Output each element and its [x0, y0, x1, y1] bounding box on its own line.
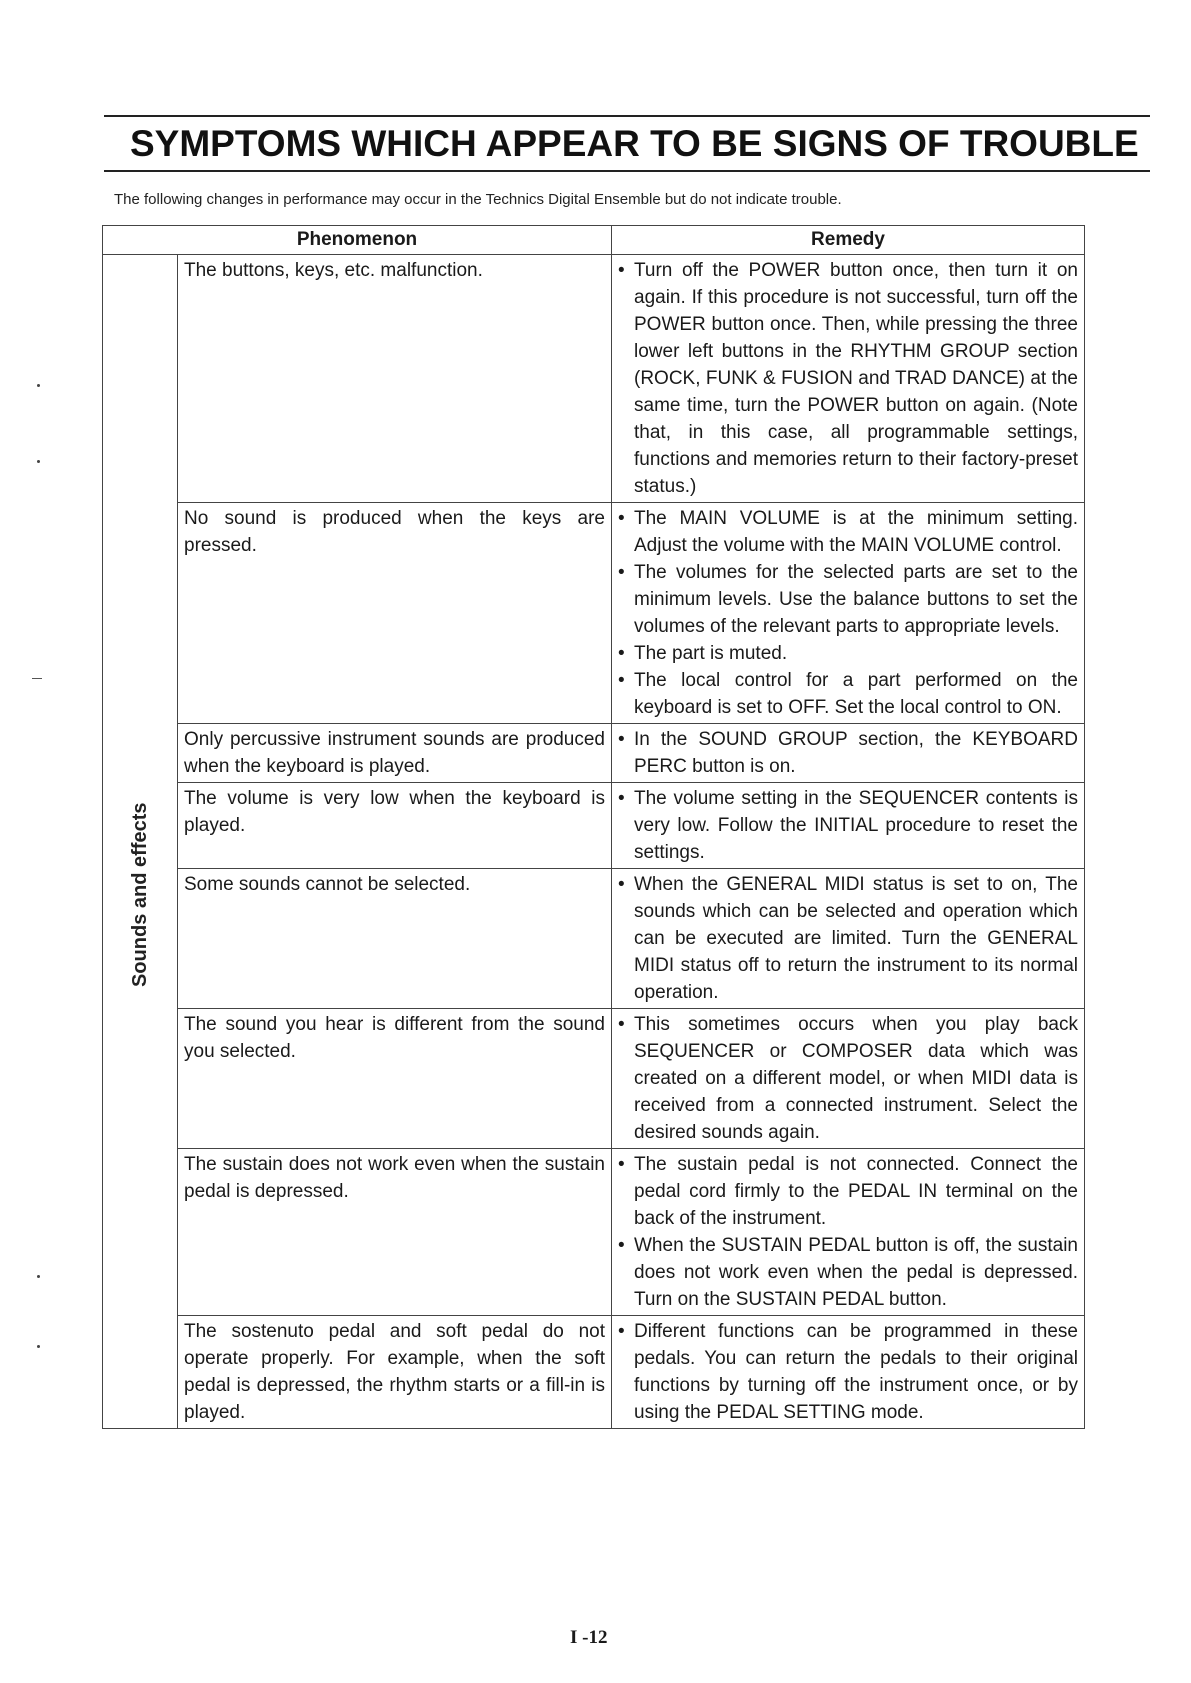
remedy-item: • When the GENERAL MIDI status is set to on, The sounds which can be selected and operation which can be executed are limited. Turn the GENERAL MIDI status off to return the instrument to its normal operation. — [618, 871, 1078, 1006]
table-row — [103, 783, 1085, 869]
table-row — [103, 869, 1085, 1009]
remedy-cell — [612, 255, 1085, 503]
remedy-cell — [612, 1316, 1085, 1429]
phenomenon-cell: The sound you hear is different from the sound you selected. — [178, 1009, 612, 1149]
phenomenon-cell: No sound is produced when the keys are pressed. — [178, 503, 612, 724]
scan-speck — [32, 678, 42, 679]
remedy-item: • The part is muted. — [618, 640, 1078, 667]
scan-speck — [37, 1275, 40, 1278]
remedy-item: • The volumes for the selected parts are set to the minimum levels. Use the balance buttons to set the volumes of the relevant parts to appropriate levels. — [618, 559, 1078, 640]
scan-speck — [37, 384, 40, 387]
title-bottom-rule — [104, 170, 1150, 172]
phenomenon-cell: Only percussive instrument sounds are produced when the keyboard is played. — [178, 724, 612, 783]
remedy-item: • The local control for a part performed on the keyboard is set to OFF. Set the local control to ON. — [618, 667, 1078, 721]
table-row — [103, 503, 1085, 724]
table-row — [103, 1149, 1085, 1316]
page-number: I -12 — [570, 1627, 608, 1648]
table-header-row — [103, 226, 1085, 255]
header-phenomenon: Phenomenon — [103, 226, 612, 255]
section-label-sounds-and-effects: Sounds and effects — [129, 802, 151, 987]
remedy-item: • The volume setting in the SEQUENCER contents is very low. Follow the INITIAL procedure to reset the settings. — [618, 785, 1078, 866]
remedy-cell — [612, 869, 1085, 1009]
phenomenon-cell: Some sounds cannot be selected. — [178, 869, 612, 1009]
remedy-item: • When the SUSTAIN PEDAL button is off, the sustain does not work even when the pedal is depressed. Turn on the SUSTAIN PEDAL button. — [618, 1232, 1078, 1313]
phenomenon-cell: The volume is very low when the keyboard is played. — [178, 783, 612, 869]
header-remedy: Remedy — [612, 226, 1085, 255]
scan-speck — [37, 460, 40, 463]
intro-text: The following changes in performance may occur in the Technics Digital Ensemble but do not indicate trouble. — [114, 191, 842, 208]
remedy-cell — [612, 1009, 1085, 1149]
remedy-item: • In the SOUND GROUP section, the KEYBOARD PERC button is on. — [618, 726, 1078, 780]
remedy-item: • Different functions can be programmed in these pedals. You can return the pedals to their original functions by turning off the instrument once, or by using the PEDAL SETTING mode. — [618, 1318, 1078, 1426]
table-row — [103, 724, 1085, 783]
remedy-cell — [612, 724, 1085, 783]
remedy-cell — [612, 783, 1085, 869]
scan-speck — [37, 1345, 40, 1348]
table-row — [103, 255, 1085, 503]
table-row — [103, 1316, 1085, 1429]
remedy-item: • The sustain pedal is not connected. Connect the pedal cord firmly to the PEDAL IN terminal on the back of the instrument. — [618, 1151, 1078, 1232]
phenomenon-cell: The buttons, keys, etc. malfunction. — [178, 255, 612, 503]
remedy-item: • The MAIN VOLUME is at the minimum setting. Adjust the volume with the MAIN VOLUME control. — [618, 505, 1078, 559]
phenomenon-cell: The sostenuto pedal and soft pedal do not operate properly. For example, when the soft pedal is depressed, the rhythm starts or a fill-in is played. — [178, 1316, 612, 1429]
table-row — [103, 1009, 1085, 1149]
remedy-cell — [612, 1149, 1085, 1316]
remedy-cell — [612, 503, 1085, 724]
title-top-rule — [104, 115, 1150, 117]
phenomenon-cell: The sustain does not work even when the sustain pedal is depressed. — [178, 1149, 612, 1316]
remedy-item: • Turn off the POWER button once, then turn it on again. If this procedure is not successful, turn off the POWER button once. Then, while pressing the three lower left buttons in the RHYTHM GROUP section (ROCK, FUNK & FUSION and TRAD DANCE) at the same time, turn the POWER button on again. (Note that, in this case, all programmable settings, functions and memories return to their factory-preset status.) — [618, 257, 1078, 500]
page-title: SYMPTOMS WHICH APPEAR TO BE SIGNS OF TROUBLE — [130, 123, 1139, 164]
remedy-item: • This sometimes occurs when you play back SEQUENCER or COMPOSER data which was created on a different model, or when MIDI data is received from a connected instrument. Select the desired sounds again. — [618, 1011, 1078, 1146]
trouble-table — [102, 225, 1085, 1429]
